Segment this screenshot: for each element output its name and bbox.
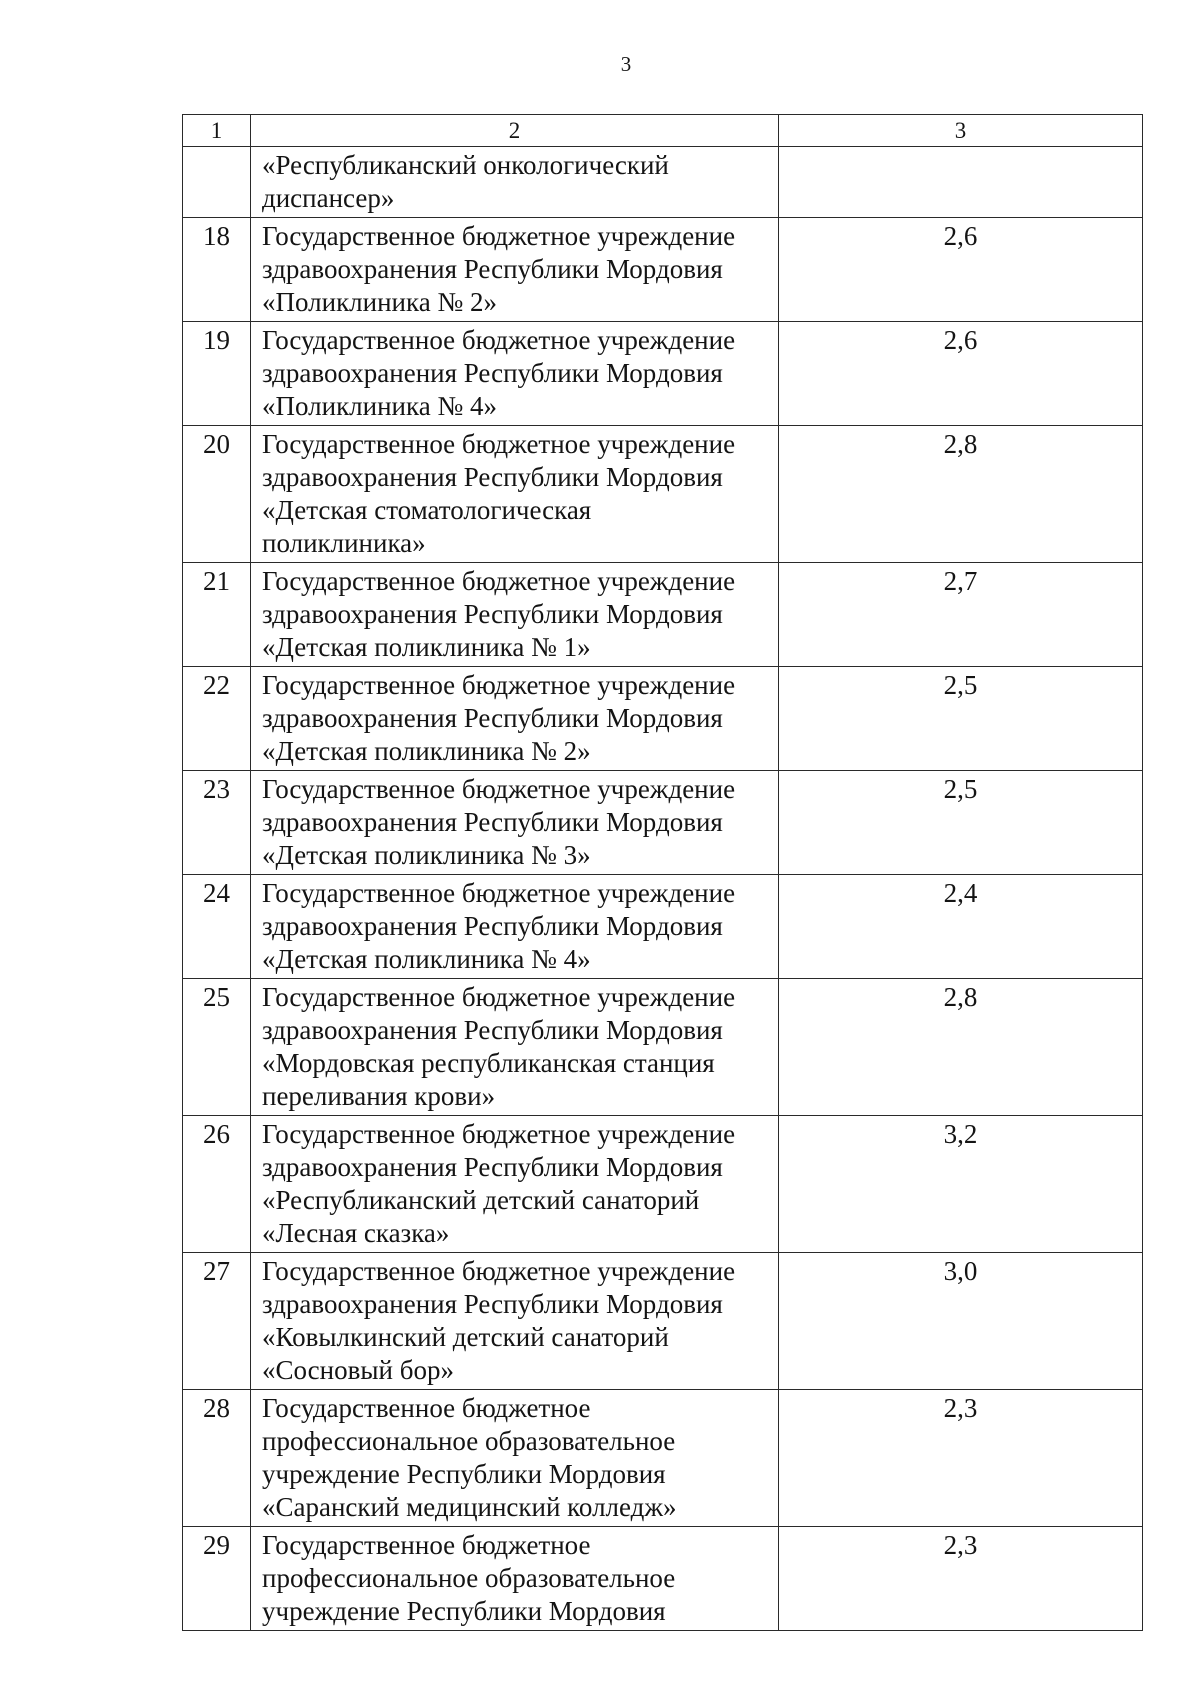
institution-name-line: Государственное бюджетное учреждение [262, 1256, 736, 1286]
coefficient-value: 3,0 [779, 1253, 1143, 1390]
coefficient-value: 2,3 [779, 1390, 1143, 1527]
institution-name-line: Государственное бюджетное учреждение [262, 774, 736, 804]
institution-name-line: здравоохранения Республики Мордовия [262, 807, 723, 837]
institution-name-line: здравоохранения Республики Мордовия [262, 254, 723, 284]
table-row [183, 667, 1143, 771]
coefficient-value: 2,4 [779, 875, 1143, 979]
row-number: 21 [183, 563, 251, 667]
header-col-3: 3 [779, 115, 1143, 147]
row-number: 23 [183, 771, 251, 875]
institution-name-line: здравоохранения Республики Мордовия [262, 1152, 723, 1182]
institution-name-line: учреждение Республики Мордовия [262, 1596, 666, 1626]
coefficient-value: 2,6 [779, 322, 1143, 426]
institution-name-line: профессиональное образовательное [262, 1426, 676, 1456]
row-number: 28 [183, 1390, 251, 1527]
row-number: 24 [183, 875, 251, 979]
table-row [183, 1527, 1143, 1631]
institution-name-line: диспансер» [262, 183, 395, 213]
table-row [183, 218, 1143, 322]
institution-name-line: поликлиника» [262, 528, 426, 558]
institution-name-line: «Детская поликлиника № 1» [262, 632, 591, 662]
institution-name-line: «Поликлиника № 2» [262, 287, 497, 317]
institution-name-line: профессиональное образовательное [262, 1563, 676, 1593]
header-col-1: 1 [183, 115, 251, 147]
table-row [183, 322, 1143, 426]
allocation-table [182, 114, 1143, 1631]
institution-name [251, 322, 779, 426]
coefficient-value: 2,7 [779, 563, 1143, 667]
coefficient-value: 2,5 [779, 667, 1143, 771]
table-row [183, 1116, 1143, 1253]
institution-name [251, 1390, 779, 1527]
row-number: 29 [183, 1527, 251, 1631]
page-number: 3 [620, 52, 632, 76]
table-row [183, 563, 1143, 667]
institution-name-line: «Детская поликлиника № 4» [262, 944, 591, 974]
coefficient-value: 2,8 [779, 426, 1143, 563]
institution-name-line: учреждение Республики Мордовия [262, 1459, 666, 1489]
institution-name-line: Государственное бюджетное [262, 1393, 591, 1423]
institution-name-line: «Лесная сказка» [262, 1218, 450, 1248]
row-number: 19 [183, 322, 251, 426]
institution-name-line: здравоохранения Республики Мордовия [262, 1015, 723, 1045]
institution-name [251, 147, 779, 218]
row-number: 20 [183, 426, 251, 563]
institution-name [251, 875, 779, 979]
institution-name [251, 1253, 779, 1390]
table-row [183, 875, 1143, 979]
institution-name [251, 667, 779, 771]
institution-name [251, 426, 779, 563]
coefficient-value: 2,3 [779, 1527, 1143, 1631]
institution-name-line: Государственное бюджетное учреждение [262, 221, 736, 251]
institution-name-line: переливания крови» [262, 1081, 496, 1111]
row-number: 25 [183, 979, 251, 1116]
coefficient-value: 2,5 [779, 771, 1143, 875]
institution-name-line: здравоохранения Республики Мордовия [262, 599, 723, 629]
institution-name-line: «Детская поликлиника № 2» [262, 736, 591, 766]
coefficient-value: 2,8 [779, 979, 1143, 1116]
institution-name-line: Государственное бюджетное учреждение [262, 878, 736, 908]
institution-name-line: «Саранский медицинский колледж» [262, 1492, 677, 1522]
table-row [183, 1253, 1143, 1390]
institution-name-line: «Мордовская республиканская станция [262, 1048, 715, 1078]
coefficient-value [779, 147, 1143, 218]
institution-name [251, 1527, 779, 1631]
institution-name-line: «Поликлиника № 4» [262, 391, 497, 421]
institution-name-line: «Республиканский онкологический [262, 150, 669, 180]
table-header-row [183, 115, 1143, 147]
institution-name-line: здравоохранения Республики Мордовия [262, 462, 723, 492]
institution-name-line: Государственное бюджетное учреждение [262, 566, 736, 596]
institution-name [251, 563, 779, 667]
institution-name-line: «Сосновый бор» [262, 1355, 454, 1385]
table-body [183, 115, 1143, 1631]
row-number: 27 [183, 1253, 251, 1390]
institution-name-line: здравоохранения Республики Мордовия [262, 911, 723, 941]
institution-name-line: Государственное бюджетное учреждение [262, 670, 736, 700]
table-row [183, 1390, 1143, 1527]
row-number: 18 [183, 218, 251, 322]
institution-name-line: «Детская поликлиника № 3» [262, 840, 591, 870]
institution-name-line: здравоохранения Республики Мордовия [262, 1289, 723, 1319]
institution-name-line: Государственное бюджетное [262, 1530, 591, 1560]
institution-name [251, 218, 779, 322]
institution-name [251, 771, 779, 875]
coefficient-value: 3,2 [779, 1116, 1143, 1253]
institution-name-line: Государственное бюджетное учреждение [262, 325, 736, 355]
institution-name-line: «Детская стоматологическая [262, 495, 592, 525]
coefficient-value: 2,6 [779, 218, 1143, 322]
table-row [183, 979, 1143, 1116]
header-col-2: 2 [251, 115, 779, 147]
institution-name-line: «Ковылкинский детский санаторий [262, 1322, 669, 1352]
institution-name-line: Государственное бюджетное учреждение [262, 1119, 736, 1149]
institution-name [251, 1116, 779, 1253]
table-row [183, 147, 1143, 218]
row-number [183, 147, 251, 218]
row-number: 22 [183, 667, 251, 771]
institution-name [251, 979, 779, 1116]
row-number: 26 [183, 1116, 251, 1253]
table-row [183, 771, 1143, 875]
institution-name-line: «Республиканский детский санаторий [262, 1185, 700, 1215]
institution-name-line: здравоохранения Республики Мордовия [262, 703, 723, 733]
institution-name-line: Государственное бюджетное учреждение [262, 982, 736, 1012]
institution-name-line: Государственное бюджетное учреждение [262, 429, 736, 459]
table-row [183, 426, 1143, 563]
institution-name-line: здравоохранения Республики Мордовия [262, 358, 723, 388]
